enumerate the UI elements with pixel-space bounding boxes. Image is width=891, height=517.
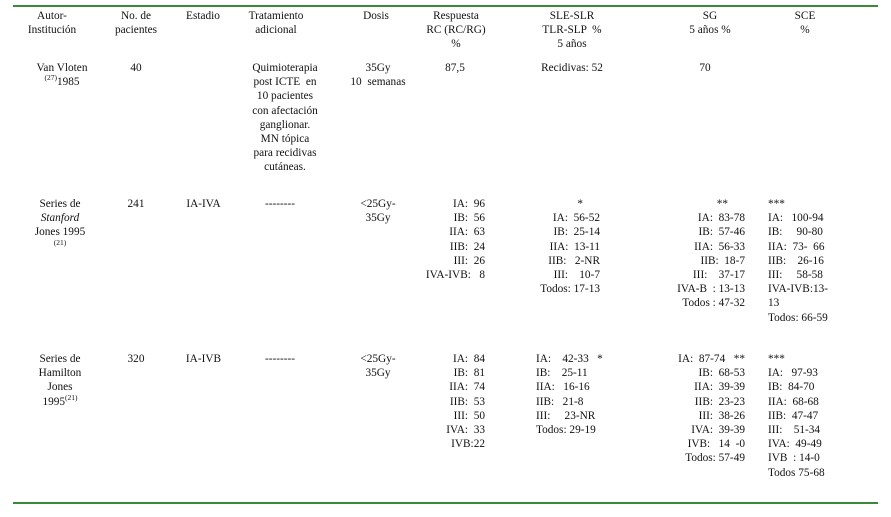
table-top-rule xyxy=(13,5,878,7)
cell-sg: ** IA: 83-78 IB: 57-46 IIA: 56-33 IIB: 18-7 III: 37-17 IVA-B : 13-13 Todos : 47-32 xyxy=(677,198,745,310)
header-pacientes: No. de pacientes xyxy=(114,10,158,37)
cell-pacientes: 241 xyxy=(127,198,145,210)
cell-tratamiento: -------- xyxy=(264,353,296,365)
header-dosis: Dosis xyxy=(363,10,389,22)
cell-sle: * IA: 56-52 IB: 25-14 IIA: 13-11 IIB: 2-NR III: 10-7 Todos: 17-13 xyxy=(540,198,600,296)
header-sce: SCE % xyxy=(794,10,816,37)
cell-respuesta: 87,5 xyxy=(445,62,465,74)
cell-sle: IA: 42-33 * IB: 25-11 IIA: 16-16 IIB: 21-8 III: 23-NR Todos: 29-19 xyxy=(536,353,603,437)
cell-sg: IA: 87-74 ** IB: 68-53 IIA: 39-39 IIB: 23-23 III: 38-26 IVA: 39-39 IVB: 14 -0 Todos: 57-49 xyxy=(678,353,745,465)
cell-sce: *** IA: 100-94 IB: 90-80 IIA: 73- 66 IIB: 26-16 III: 58-58 IVA-IVB:13- 13 Todos: 66-59 xyxy=(768,198,829,324)
header-sg: SG 5 años % xyxy=(689,10,731,37)
header-tratamiento: Tratamiento adicional xyxy=(248,10,304,37)
header-respuesta: Respuesta RC (RC/RG) % xyxy=(426,10,486,51)
cell-autor: Van Vloten $^{(27)}$1985 xyxy=(36,62,88,89)
cell-tratamiento: Quimioterapia post ICTE en 10 pacientes con afectación ganglionar. MN tópica para recidivas cutáneas. xyxy=(252,62,318,174)
header-sle: SLE-SLR TLR-SLP % 5 años xyxy=(542,10,602,51)
cell-tratamiento: -------- xyxy=(264,198,296,210)
cell-estadio: IA-IVB xyxy=(185,353,222,365)
cell-sg: 70 xyxy=(699,62,711,74)
cell-pacientes: 320 xyxy=(127,353,145,365)
cell-sle: Recidivas: 52 xyxy=(541,62,603,74)
cell-dosis: <25Gy- 35Gy xyxy=(360,353,396,380)
table-bottom-rule xyxy=(13,502,878,504)
header-autor: Autor- Institución xyxy=(27,10,77,37)
cell-respuesta: IA: 84 IB: 81 IIA: 74 IIB: 53 III: 50 IVA: 33 IVB:22 xyxy=(446,353,485,451)
cell-autor: Series de Stanford Jones 1995 $^{(21)}$ xyxy=(34,198,86,247)
cell-dosis: <25Gy- 35Gy xyxy=(360,198,396,225)
cell-sce: *** IA: 97-93 IB: 84-70 IIA: 68-68 IIB: 47-47 III: 51-34 IVA: 49-49 IVB : 14-0 Todos 75-68 xyxy=(768,353,825,479)
cell-respuesta: IA: 96 IB: 56 IIA: 63 IIB: 24 III: 26 IVA-IVB: 8 xyxy=(425,198,485,282)
header-estadio: Estadio xyxy=(186,10,220,22)
cell-dosis: 35Gy 10 semanas xyxy=(350,62,406,89)
cell-estadio: IA-IVA xyxy=(186,198,221,210)
cell-autor: Series de Hamilton Jones 1995$^{(21)}$ xyxy=(38,353,82,408)
cell-pacientes: 40 xyxy=(130,62,142,74)
